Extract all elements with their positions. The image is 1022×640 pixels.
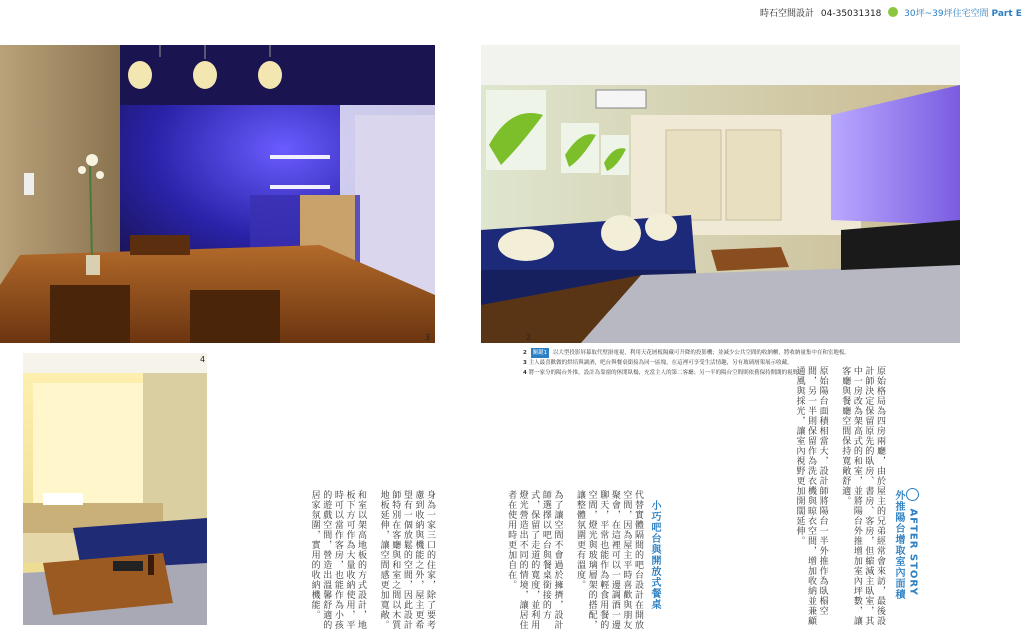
caption-text: 主人最喜歡做的烘培與調酒，吧台與餐桌銜接為同一區塊，在這裡可享受生活情趣，另有玻璃層架展示收藏。 [528,360,793,366]
paragraph: 和室以架高地板的方式設計，地板下方可作為大量收納使用，平時可以當作客房，也能作為小孩的遊戲空間，營造出溫馨舒適的居家氛圍，實用的收納機能。 [309,490,367,630]
paragraph: 身為一家三口的住家，除了要考慮到收納與機能之外，屋主更希望有一個放鬆的空間，因此設計師特別在客廳與和室之間以木質地板延伸，讓空間感更加寬敞。 [378,490,435,630]
section-label: 30坪~39坪住宅空間 [904,9,989,19]
caption-number: 3 [523,360,527,366]
heading-balcony: 外推陽台增取室內面積 [893,490,904,600]
photo-number: 2 [526,333,532,342]
heading-bar: 小巧吧台與開放式餐桌 [649,500,660,610]
after-story-badge [906,488,919,596]
caption-text: 將一家分的陽台外推，設計為靠窗的休閒臥榻，充當主人的第二客廳；另一半的陽台空間則依舊保持開闊的視野。 [528,370,804,376]
caption-text: 以大型投影屏幕取代壁掛電視，利用天花層板隔藏可升降的投影機；並減少公共空間的收納櫃，將收納量集中在和室地板。 [552,350,850,356]
badge-circle-icon [906,488,919,501]
photo-number: 3 [425,333,431,342]
caption-2 [523,348,933,358]
studio-name: 時石空間設計 [760,9,815,19]
paragraph: 原始陽台面積相當大，設計師將陽台一半外推作為臥榻空間，另一半則保留作為洗衣機與晾衣空間，增加收納並兼顧通風與採光，讓室內視野更加開闊延伸。 [794,366,828,626]
paragraph: 為了讓空間不會過於擁擠，設計師選擇以吧台與餐桌銜接的方式，保留了走道的寬度，並利用燈光營造出不同的情境，讓居住者在使用時更加自在。 [506,490,563,630]
caption-number: 4 [523,370,527,376]
paragraph: 代替實體隔間的吧台設計在開放空間，因為屋主平時喜歡與朋友聚會，在這裡可以一邊調酒一邊聊天，平常也能作為輕食用餐的空間，燈光與玻璃層架的搭配，讓整體氛圍更有溫度。 [575,490,643,630]
photo-number: 4 [200,355,206,364]
lounge-illustration [23,353,207,625]
after-story-label: AFTER STORY [907,508,919,596]
living-room-illustration [481,45,960,343]
photo-living-room [481,45,960,343]
studio-phone: 04-35031318 [820,9,882,19]
paragraph: 原始格局為四房兩廳，由於屋主的兄弟經常會來訪，最後設計師決定保留原先的臥房、書房、客房，但縮減主臥室，其中一房改為架高式的和室，並將陽台外推增加室內坪數，讓客廳與餐廳空間保持寬敞舒適。 [840,366,885,626]
photo-lounge [23,353,207,625]
caption-tag: 關鍵1 [532,350,548,356]
section-dot-icon [888,7,898,17]
article-lounge [250,490,435,630]
page-header [760,7,1022,21]
caption-number: 2 [523,350,527,356]
dining-bar-illustration [0,45,435,343]
article-after-story [740,366,885,631]
part-label: Part E [991,9,1022,19]
photo-dining-bar [0,45,435,343]
article-bar [506,490,643,630]
